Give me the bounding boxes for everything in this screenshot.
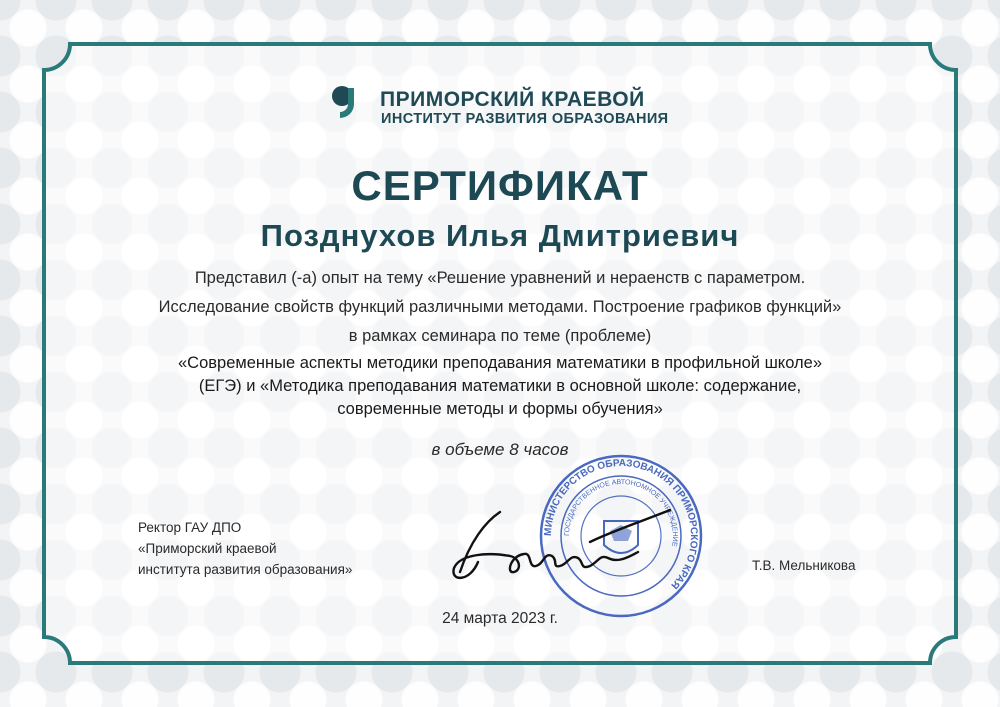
position-line: «Приморский краевой <box>138 541 277 556</box>
seminar-line: современные методы и формы обучения» <box>337 400 663 418</box>
handwritten-signature <box>440 502 690 592</box>
position-line: Ректор ГАУ ДПО <box>138 520 242 535</box>
seminar-title <box>40 352 960 421</box>
signatory-position <box>138 517 352 580</box>
description-line: в рамках семинара по теме (проблеме) <box>348 327 652 345</box>
issue-date: 24 марта 2023 г. <box>442 610 558 627</box>
seminar-line: «Современные аспекты методики преподавания математики в профильной школе» <box>178 354 822 372</box>
svg-text:ГОСУДАРСТВЕННОЕ АВТОНОМНОЕ УЧР: ГОСУДАРСТВЕННОЕ АВТОНОМНОЕ УЧРЕЖДЕНИЕ <box>563 478 679 547</box>
topic-description <box>40 264 960 351</box>
recipient-name: Позднухов Илья Дмитриевич <box>260 218 740 253</box>
svg-text:МИНИСТЕРСТВО ОБРАЗОВАНИЯ ПРИМО: МИНИСТЕРСТВО ОБРАЗОВАНИЯ ПРИМОРСКОГО КРАЯ <box>542 457 700 591</box>
institute-logo <box>330 84 690 128</box>
logo-line-1: ПРИМОРСКИЙ КРАЕВОЙ <box>380 88 645 111</box>
certificate-title: СЕРТИФИКАТ <box>351 162 649 209</box>
logo-line-2: ИНСТИТУТ РАЗВИТИЯ ОБРАЗОВАНИЯ <box>381 111 669 127</box>
seminar-line: (ЕГЭ) и «Методика преподавания математики в основной школе: содержание, <box>198 377 802 395</box>
description-line: Представил (-а) опыт на тему «Решение уравнений и нераенств с параметром. <box>194 269 806 287</box>
pkiro-logo-mark-icon <box>330 84 370 124</box>
position-line: института развития образования» <box>138 562 353 577</box>
hours-volume: в объеме 8 часов <box>431 440 569 459</box>
description-line: Исследование свойств функций различными методами. Построение графиков функций» <box>158 298 842 316</box>
signatory-name: Т.В. Мельникова <box>752 558 856 573</box>
